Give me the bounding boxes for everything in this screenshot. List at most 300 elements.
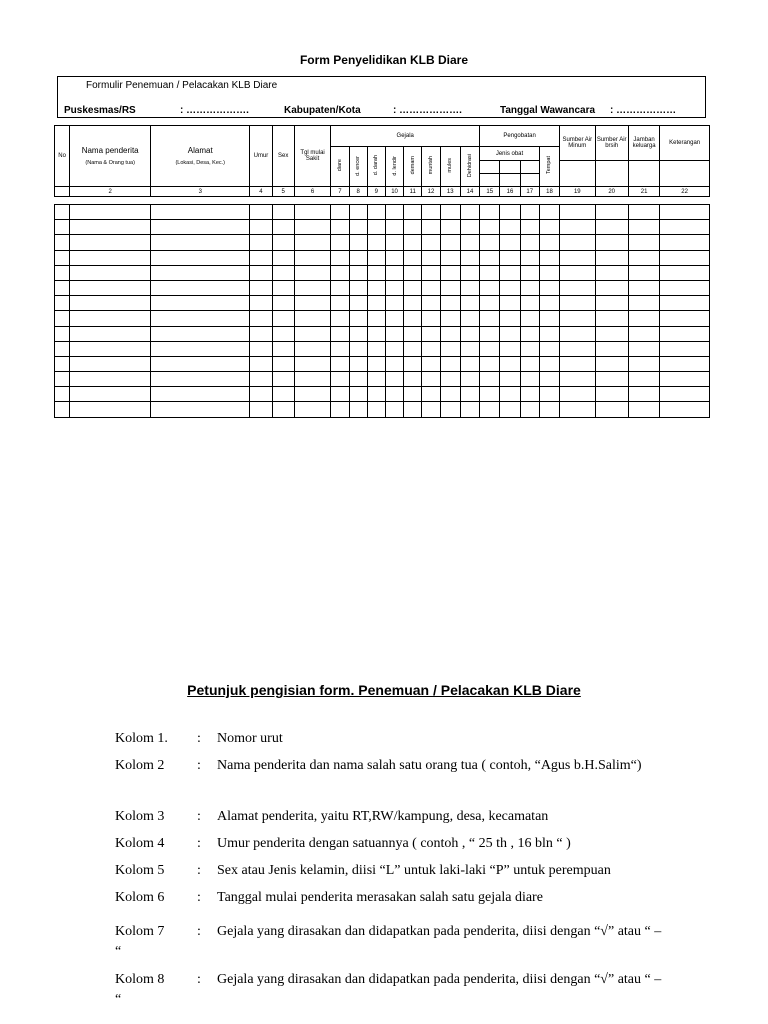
table-cell[interactable] bbox=[55, 326, 70, 341]
table-cell[interactable] bbox=[151, 220, 250, 235]
table-cell[interactable] bbox=[55, 235, 70, 250]
table-cell[interactable] bbox=[385, 220, 403, 235]
table-cell[interactable] bbox=[595, 220, 628, 235]
table-cell[interactable] bbox=[422, 341, 440, 356]
table-cell[interactable] bbox=[460, 326, 479, 341]
table-cell[interactable] bbox=[404, 402, 422, 417]
table-cell[interactable] bbox=[520, 220, 539, 235]
table-cell[interactable] bbox=[250, 356, 272, 371]
table-cell[interactable] bbox=[151, 341, 250, 356]
table-cell[interactable] bbox=[560, 311, 595, 326]
table-cell[interactable] bbox=[272, 250, 294, 265]
table-cell[interactable] bbox=[331, 311, 349, 326]
table-cell[interactable] bbox=[660, 326, 710, 341]
table-cell[interactable] bbox=[500, 250, 520, 265]
table-cell[interactable] bbox=[367, 341, 385, 356]
table-cell[interactable] bbox=[628, 326, 659, 341]
table-cell[interactable] bbox=[460, 250, 479, 265]
table-cell[interactable] bbox=[539, 220, 559, 235]
table-cell[interactable] bbox=[367, 280, 385, 295]
table-cell[interactable] bbox=[460, 402, 479, 417]
table-cell[interactable] bbox=[404, 311, 422, 326]
table-cell[interactable] bbox=[595, 250, 628, 265]
table-cell[interactable] bbox=[480, 372, 500, 387]
table-cell[interactable] bbox=[294, 220, 330, 235]
table-cell[interactable] bbox=[500, 205, 520, 220]
table-cell[interactable] bbox=[151, 326, 250, 341]
table-cell[interactable] bbox=[151, 356, 250, 371]
table-cell[interactable] bbox=[480, 265, 500, 280]
table-cell[interactable] bbox=[422, 235, 440, 250]
table-cell[interactable] bbox=[500, 296, 520, 311]
table-cell[interactable] bbox=[500, 402, 520, 417]
table-cell[interactable] bbox=[70, 265, 151, 280]
table-cell[interactable] bbox=[385, 265, 403, 280]
table-cell[interactable] bbox=[151, 235, 250, 250]
table-cell[interactable] bbox=[422, 250, 440, 265]
table-cell[interactable] bbox=[331, 326, 349, 341]
table-cell[interactable] bbox=[272, 326, 294, 341]
table-cell[interactable] bbox=[422, 311, 440, 326]
table-cell[interactable] bbox=[294, 265, 330, 280]
table-cell[interactable] bbox=[480, 326, 500, 341]
table-cell[interactable] bbox=[480, 402, 500, 417]
table-cell[interactable] bbox=[272, 265, 294, 280]
table-cell[interactable] bbox=[520, 356, 539, 371]
table-cell[interactable] bbox=[294, 341, 330, 356]
table-cell[interactable] bbox=[55, 265, 70, 280]
table-cell[interactable] bbox=[500, 220, 520, 235]
table-cell[interactable] bbox=[480, 311, 500, 326]
table-cell[interactable] bbox=[250, 280, 272, 295]
table-cell[interactable] bbox=[539, 280, 559, 295]
table-cell[interactable] bbox=[404, 235, 422, 250]
table-cell[interactable] bbox=[660, 387, 710, 402]
table-cell[interactable] bbox=[422, 220, 440, 235]
table-cell[interactable] bbox=[480, 341, 500, 356]
table-cell[interactable] bbox=[151, 250, 250, 265]
table-cell[interactable] bbox=[595, 372, 628, 387]
table-cell[interactable] bbox=[404, 296, 422, 311]
table-cell[interactable] bbox=[367, 326, 385, 341]
table-cell[interactable] bbox=[385, 296, 403, 311]
table-cell[interactable] bbox=[460, 387, 479, 402]
table-cell[interactable] bbox=[440, 326, 460, 341]
table-cell[interactable] bbox=[595, 311, 628, 326]
table-cell[interactable] bbox=[250, 311, 272, 326]
table-cell[interactable] bbox=[367, 235, 385, 250]
table-cell[interactable] bbox=[385, 356, 403, 371]
table-cell[interactable] bbox=[422, 280, 440, 295]
table-cell[interactable] bbox=[539, 372, 559, 387]
table-cell[interactable] bbox=[367, 356, 385, 371]
table-cell[interactable] bbox=[250, 387, 272, 402]
table-cell[interactable] bbox=[367, 387, 385, 402]
table-cell[interactable] bbox=[560, 235, 595, 250]
table-cell[interactable] bbox=[660, 235, 710, 250]
table-cell[interactable] bbox=[500, 265, 520, 280]
table-cell[interactable] bbox=[151, 402, 250, 417]
table-cell[interactable] bbox=[349, 296, 367, 311]
table-cell[interactable] bbox=[660, 341, 710, 356]
table-cell[interactable] bbox=[422, 296, 440, 311]
table-cell[interactable] bbox=[331, 296, 349, 311]
table-cell[interactable] bbox=[500, 387, 520, 402]
table-cell[interactable] bbox=[404, 326, 422, 341]
table-cell[interactable] bbox=[294, 372, 330, 387]
table-cell[interactable] bbox=[70, 311, 151, 326]
table-cell[interactable] bbox=[460, 265, 479, 280]
table-cell[interactable] bbox=[70, 205, 151, 220]
table-cell[interactable] bbox=[404, 250, 422, 265]
table-cell[interactable] bbox=[250, 341, 272, 356]
table-cell[interactable] bbox=[500, 235, 520, 250]
table-cell[interactable] bbox=[440, 372, 460, 387]
table-cell[interactable] bbox=[404, 356, 422, 371]
table-cell[interactable] bbox=[349, 280, 367, 295]
table-cell[interactable] bbox=[539, 311, 559, 326]
table-cell[interactable] bbox=[404, 220, 422, 235]
table-cell[interactable] bbox=[151, 311, 250, 326]
table-cell[interactable] bbox=[70, 341, 151, 356]
table-cell[interactable] bbox=[404, 205, 422, 220]
puskesmas-value[interactable]: : ………………. bbox=[180, 105, 249, 116]
table-cell[interactable] bbox=[539, 341, 559, 356]
table-cell[interactable] bbox=[660, 296, 710, 311]
table-cell[interactable] bbox=[520, 311, 539, 326]
table-cell[interactable] bbox=[480, 387, 500, 402]
table-cell[interactable] bbox=[272, 341, 294, 356]
table-cell[interactable] bbox=[440, 235, 460, 250]
table-cell[interactable] bbox=[422, 356, 440, 371]
table-cell[interactable] bbox=[349, 220, 367, 235]
table-cell[interactable] bbox=[55, 220, 70, 235]
table-cell[interactable] bbox=[385, 280, 403, 295]
table-cell[interactable] bbox=[628, 250, 659, 265]
table-cell[interactable] bbox=[560, 265, 595, 280]
table-cell[interactable] bbox=[272, 296, 294, 311]
table-cell[interactable] bbox=[539, 250, 559, 265]
table-cell[interactable] bbox=[440, 220, 460, 235]
table-cell[interactable] bbox=[385, 387, 403, 402]
tanggal-value[interactable]: : ……………… bbox=[610, 105, 677, 116]
table-cell[interactable] bbox=[520, 296, 539, 311]
table-cell[interactable] bbox=[367, 296, 385, 311]
table-cell[interactable] bbox=[404, 341, 422, 356]
table-cell[interactable] bbox=[385, 235, 403, 250]
table-cell[interactable] bbox=[385, 326, 403, 341]
table-cell[interactable] bbox=[520, 326, 539, 341]
table-cell[interactable] bbox=[331, 356, 349, 371]
table-cell[interactable] bbox=[151, 387, 250, 402]
table-cell[interactable] bbox=[480, 280, 500, 295]
table-cell[interactable] bbox=[628, 356, 659, 371]
table-cell[interactable] bbox=[500, 372, 520, 387]
table-cell[interactable] bbox=[660, 311, 710, 326]
table-cell[interactable] bbox=[349, 341, 367, 356]
table-cell[interactable] bbox=[440, 356, 460, 371]
table-cell[interactable] bbox=[250, 326, 272, 341]
table-cell[interactable] bbox=[500, 280, 520, 295]
table-cell[interactable] bbox=[385, 341, 403, 356]
table-cell[interactable] bbox=[349, 265, 367, 280]
kabupaten-value[interactable]: : ………………. bbox=[393, 105, 462, 116]
table-cell[interactable] bbox=[595, 265, 628, 280]
table-cell[interactable] bbox=[480, 220, 500, 235]
table-cell[interactable] bbox=[349, 372, 367, 387]
table-cell[interactable] bbox=[560, 296, 595, 311]
table-cell[interactable] bbox=[520, 265, 539, 280]
table-cell[interactable] bbox=[294, 387, 330, 402]
table-cell[interactable] bbox=[367, 372, 385, 387]
table-cell[interactable] bbox=[367, 205, 385, 220]
table-cell[interactable] bbox=[440, 387, 460, 402]
table-cell[interactable] bbox=[440, 265, 460, 280]
table-cell[interactable] bbox=[539, 235, 559, 250]
table-cell[interactable] bbox=[539, 387, 559, 402]
table-cell[interactable] bbox=[520, 372, 539, 387]
table-cell[interactable] bbox=[55, 372, 70, 387]
table-cell[interactable] bbox=[367, 265, 385, 280]
table-cell[interactable] bbox=[440, 311, 460, 326]
table-cell[interactable] bbox=[349, 402, 367, 417]
table-cell[interactable] bbox=[55, 280, 70, 295]
table-cell[interactable] bbox=[331, 402, 349, 417]
table-cell[interactable] bbox=[539, 205, 559, 220]
table-cell[interactable] bbox=[628, 235, 659, 250]
table-cell[interactable] bbox=[294, 356, 330, 371]
table-cell[interactable] bbox=[55, 387, 70, 402]
table-cell[interactable] bbox=[272, 356, 294, 371]
table-cell[interactable] bbox=[70, 280, 151, 295]
table-cell[interactable] bbox=[55, 311, 70, 326]
table-cell[interactable] bbox=[560, 280, 595, 295]
table-cell[interactable] bbox=[480, 250, 500, 265]
table-cell[interactable] bbox=[331, 280, 349, 295]
table-cell[interactable] bbox=[294, 402, 330, 417]
table-cell[interactable] bbox=[70, 402, 151, 417]
table-cell[interactable] bbox=[480, 205, 500, 220]
table-cell[interactable] bbox=[560, 372, 595, 387]
table-cell[interactable] bbox=[70, 235, 151, 250]
table-cell[interactable] bbox=[460, 296, 479, 311]
table-cell[interactable] bbox=[539, 326, 559, 341]
table-cell[interactable] bbox=[595, 280, 628, 295]
table-cell[interactable] bbox=[628, 265, 659, 280]
table-cell[interactable] bbox=[404, 280, 422, 295]
table-cell[interactable] bbox=[272, 402, 294, 417]
table-cell[interactable] bbox=[349, 250, 367, 265]
table-cell[interactable] bbox=[250, 372, 272, 387]
table-cell[interactable] bbox=[250, 402, 272, 417]
table-cell[interactable] bbox=[404, 265, 422, 280]
table-cell[interactable] bbox=[349, 387, 367, 402]
table-cell[interactable] bbox=[331, 387, 349, 402]
table-cell[interactable] bbox=[520, 280, 539, 295]
table-cell[interactable] bbox=[385, 372, 403, 387]
table-cell[interactable] bbox=[422, 326, 440, 341]
table-cell[interactable] bbox=[480, 296, 500, 311]
table-cell[interactable] bbox=[560, 341, 595, 356]
table-cell[interactable] bbox=[628, 311, 659, 326]
table-cell[interactable] bbox=[628, 372, 659, 387]
table-cell[interactable] bbox=[70, 356, 151, 371]
table-cell[interactable] bbox=[422, 372, 440, 387]
table-cell[interactable] bbox=[250, 220, 272, 235]
table-cell[interactable] bbox=[440, 280, 460, 295]
table-cell[interactable] bbox=[539, 265, 559, 280]
table-cell[interactable] bbox=[440, 341, 460, 356]
table-cell[interactable] bbox=[660, 356, 710, 371]
table-cell[interactable] bbox=[440, 296, 460, 311]
table-cell[interactable] bbox=[628, 341, 659, 356]
table-cell[interactable] bbox=[349, 356, 367, 371]
table-cell[interactable] bbox=[151, 265, 250, 280]
table-cell[interactable] bbox=[560, 402, 595, 417]
table-cell[interactable] bbox=[480, 356, 500, 371]
table-cell[interactable] bbox=[595, 402, 628, 417]
table-cell[interactable] bbox=[460, 235, 479, 250]
table-cell[interactable] bbox=[480, 235, 500, 250]
table-cell[interactable] bbox=[560, 220, 595, 235]
table-cell[interactable] bbox=[367, 402, 385, 417]
table-cell[interactable] bbox=[520, 205, 539, 220]
table-cell[interactable] bbox=[331, 372, 349, 387]
table-cell[interactable] bbox=[55, 250, 70, 265]
table-cell[interactable] bbox=[660, 402, 710, 417]
table-cell[interactable] bbox=[70, 326, 151, 341]
table-cell[interactable] bbox=[151, 280, 250, 295]
table-cell[interactable] bbox=[460, 205, 479, 220]
table-cell[interactable] bbox=[422, 205, 440, 220]
table-cell[interactable] bbox=[595, 296, 628, 311]
table-cell[interactable] bbox=[151, 205, 250, 220]
table-cell[interactable] bbox=[331, 235, 349, 250]
table-cell[interactable] bbox=[294, 205, 330, 220]
table-cell[interactable] bbox=[520, 341, 539, 356]
table-cell[interactable] bbox=[404, 387, 422, 402]
table-cell[interactable] bbox=[294, 280, 330, 295]
table-cell[interactable] bbox=[367, 250, 385, 265]
table-cell[interactable] bbox=[520, 387, 539, 402]
table-cell[interactable] bbox=[500, 356, 520, 371]
table-cell[interactable] bbox=[294, 250, 330, 265]
table-cell[interactable] bbox=[294, 235, 330, 250]
table-cell[interactable] bbox=[660, 280, 710, 295]
table-cell[interactable] bbox=[250, 265, 272, 280]
table-cell[interactable] bbox=[520, 235, 539, 250]
table-cell[interactable] bbox=[460, 280, 479, 295]
table-cell[interactable] bbox=[349, 205, 367, 220]
table-cell[interactable] bbox=[250, 296, 272, 311]
table-cell[interactable] bbox=[272, 311, 294, 326]
table-cell[interactable] bbox=[660, 250, 710, 265]
table-cell[interactable] bbox=[367, 311, 385, 326]
table-cell[interactable] bbox=[440, 402, 460, 417]
table-cell[interactable] bbox=[539, 356, 559, 371]
table-cell[interactable] bbox=[55, 205, 70, 220]
table-cell[interactable] bbox=[628, 296, 659, 311]
table-cell[interactable] bbox=[520, 250, 539, 265]
table-cell[interactable] bbox=[440, 205, 460, 220]
table-cell[interactable] bbox=[460, 220, 479, 235]
table-cell[interactable] bbox=[55, 341, 70, 356]
table-cell[interactable] bbox=[628, 402, 659, 417]
table-cell[interactable] bbox=[440, 250, 460, 265]
table-cell[interactable] bbox=[560, 250, 595, 265]
table-cell[interactable] bbox=[250, 205, 272, 220]
table-cell[interactable] bbox=[660, 372, 710, 387]
table-cell[interactable] bbox=[272, 280, 294, 295]
table-cell[interactable] bbox=[560, 326, 595, 341]
table-cell[interactable] bbox=[539, 402, 559, 417]
table-cell[interactable] bbox=[70, 220, 151, 235]
table-cell[interactable] bbox=[560, 205, 595, 220]
table-cell[interactable] bbox=[250, 250, 272, 265]
table-cell[interactable] bbox=[55, 296, 70, 311]
table-cell[interactable] bbox=[539, 296, 559, 311]
table-cell[interactable] bbox=[520, 402, 539, 417]
table-cell[interactable] bbox=[70, 372, 151, 387]
table-cell[interactable] bbox=[272, 387, 294, 402]
table-cell[interactable] bbox=[460, 341, 479, 356]
table-cell[interactable] bbox=[294, 326, 330, 341]
table-cell[interactable] bbox=[595, 341, 628, 356]
table-cell[interactable] bbox=[385, 250, 403, 265]
table-cell[interactable] bbox=[595, 205, 628, 220]
table-cell[interactable] bbox=[500, 311, 520, 326]
table-cell[interactable] bbox=[500, 341, 520, 356]
table-cell[interactable] bbox=[628, 220, 659, 235]
table-cell[interactable] bbox=[422, 387, 440, 402]
table-cell[interactable] bbox=[151, 296, 250, 311]
table-cell[interactable] bbox=[660, 265, 710, 280]
table-cell[interactable] bbox=[331, 265, 349, 280]
table-cell[interactable] bbox=[349, 235, 367, 250]
table-cell[interactable] bbox=[70, 250, 151, 265]
table-cell[interactable] bbox=[595, 235, 628, 250]
table-cell[interactable] bbox=[500, 326, 520, 341]
table-cell[interactable] bbox=[595, 387, 628, 402]
table-cell[interactable] bbox=[385, 205, 403, 220]
table-cell[interactable] bbox=[55, 402, 70, 417]
table-cell[interactable] bbox=[560, 356, 595, 371]
table-cell[interactable] bbox=[404, 372, 422, 387]
table-cell[interactable] bbox=[595, 356, 628, 371]
table-cell[interactable] bbox=[628, 205, 659, 220]
table-cell[interactable] bbox=[272, 372, 294, 387]
table-cell[interactable] bbox=[70, 296, 151, 311]
table-cell[interactable] bbox=[628, 387, 659, 402]
table-cell[interactable] bbox=[422, 265, 440, 280]
table-cell[interactable] bbox=[595, 326, 628, 341]
table-cell[interactable] bbox=[250, 235, 272, 250]
table-cell[interactable] bbox=[151, 372, 250, 387]
table-cell[interactable] bbox=[331, 250, 349, 265]
table-cell[interactable] bbox=[331, 341, 349, 356]
table-cell[interactable] bbox=[460, 311, 479, 326]
table-cell[interactable] bbox=[349, 311, 367, 326]
table-cell[interactable] bbox=[560, 387, 595, 402]
table-cell[interactable] bbox=[460, 356, 479, 371]
table-cell[interactable] bbox=[422, 402, 440, 417]
table-cell[interactable] bbox=[272, 205, 294, 220]
table-cell[interactable] bbox=[272, 220, 294, 235]
table-cell[interactable] bbox=[272, 235, 294, 250]
table-cell[interactable] bbox=[331, 205, 349, 220]
table-cell[interactable] bbox=[628, 280, 659, 295]
table-cell[interactable] bbox=[294, 296, 330, 311]
